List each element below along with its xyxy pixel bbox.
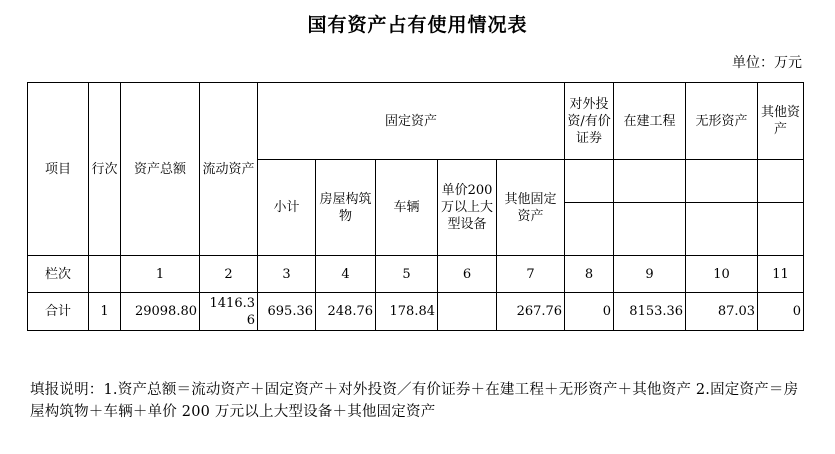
empty-cell [758, 203, 804, 256]
total-row-label: 合计 [28, 293, 89, 331]
filling-instructions: 填报说明：1.资产总额＝流动资产＋固定资产＋对外投资／有价证券＋在建工程＋无形资产＋其他资产 2.固定资产＝房屋构筑物＋车辆＋单价 200 万元以上大型设备＋其他固定资产 [30, 382, 799, 420]
column-number: 6 [438, 256, 497, 293]
empty-cell [614, 160, 686, 203]
header-other-fixed: 其他固定资产 [497, 160, 565, 256]
header-subtotal: 小计 [258, 160, 316, 256]
column-number: 1 [121, 256, 200, 293]
total-row-no: 1 [89, 293, 121, 331]
fixed-subtotal-value: 695.36 [258, 293, 316, 331]
header-large-equipment: 单价200万以上大型设备 [438, 160, 497, 256]
empty-cell [686, 160, 758, 203]
header-fixed-assets: 固定资产 [258, 83, 565, 160]
column-number-row [28, 256, 804, 293]
column-number: 3 [258, 256, 316, 293]
buildings-value: 248.76 [316, 293, 376, 331]
empty-cell [758, 160, 804, 203]
column-number: 8 [565, 256, 614, 293]
column-number: 5 [376, 256, 438, 293]
header-other-assets: 其他资产 [758, 83, 804, 160]
total-assets-value: 29098.80 [121, 293, 200, 331]
empty-cell [686, 203, 758, 256]
header-buildings: 房屋构筑物 [316, 160, 376, 256]
empty-cell [89, 256, 121, 293]
header-vehicles: 车辆 [376, 160, 438, 256]
header-current-assets: 流动资产 [200, 83, 258, 256]
empty-cell [565, 160, 614, 203]
investment-value: 0 [565, 293, 614, 331]
construction-value: 8153.36 [614, 293, 686, 331]
intangible-value: 87.03 [686, 293, 758, 331]
header-total-assets: 资产总额 [121, 83, 200, 256]
column-number: 2 [200, 256, 258, 293]
column-number: 9 [614, 256, 686, 293]
column-number: 4 [316, 256, 376, 293]
total-row [28, 293, 804, 331]
page-title: 国有资产占有使用情况表 [307, 14, 528, 36]
header-construction: 在建工程 [614, 83, 686, 160]
header-row-1 [28, 83, 804, 160]
header-row-no: 行次 [89, 83, 121, 256]
empty-cell [614, 203, 686, 256]
column-number-label: 栏次 [28, 256, 89, 293]
other-assets-value: 0 [758, 293, 804, 331]
header-intangible: 无形资产 [686, 83, 758, 160]
large-equipment-value [438, 293, 497, 331]
unit-label: 单位：万元 [732, 55, 802, 71]
column-number: 7 [497, 256, 565, 293]
header-investment: 对外投资/有价证券 [565, 83, 614, 160]
other-fixed-value: 267.76 [497, 293, 565, 331]
empty-cell [565, 203, 614, 256]
header-item: 项目 [28, 83, 89, 256]
column-number: 10 [686, 256, 758, 293]
column-number: 11 [758, 256, 804, 293]
current-assets-value: 1416.36 [200, 293, 258, 331]
asset-usage-table [27, 82, 804, 331]
vehicles-value: 178.84 [376, 293, 438, 331]
